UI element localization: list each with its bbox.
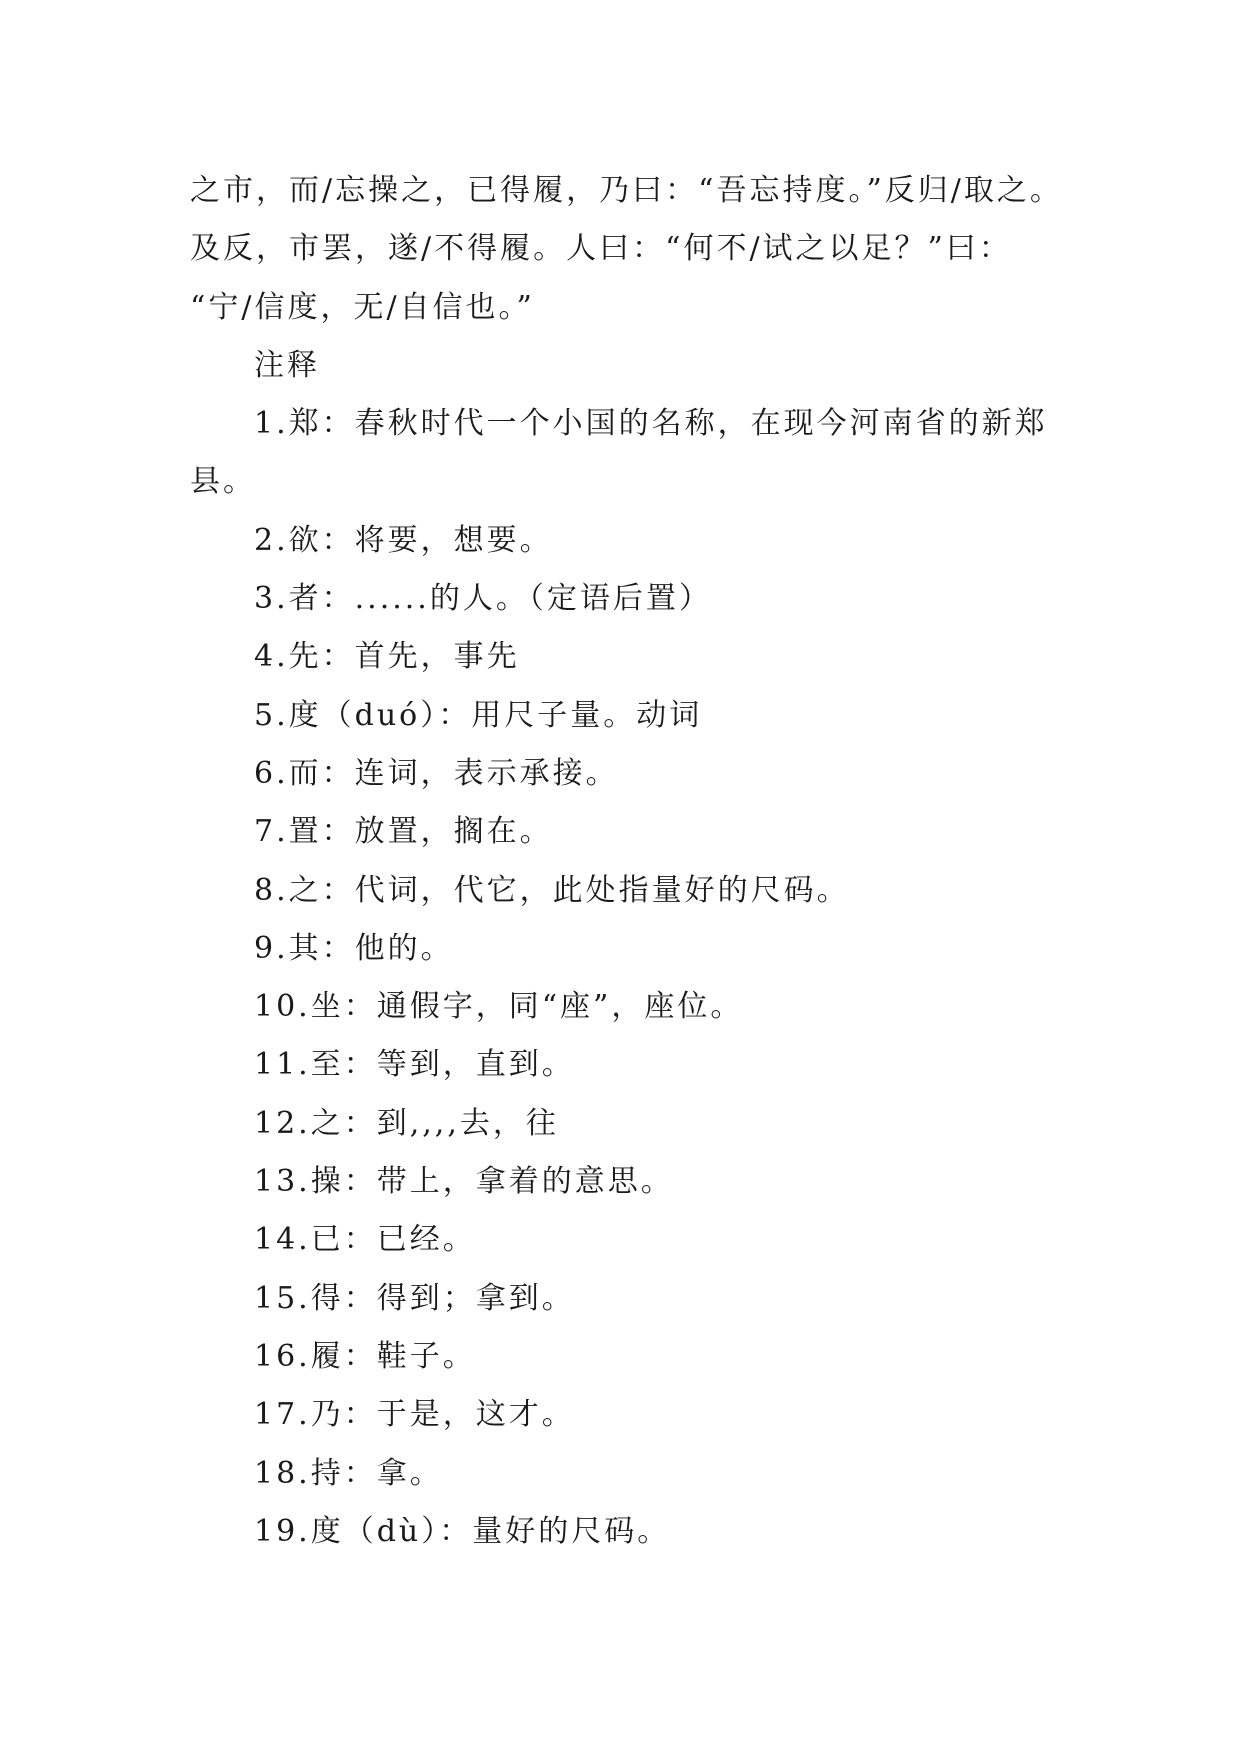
note-item: 7.置：放置，搁在。 [254, 814, 553, 850]
passage-line: 之市，而/忘操之，已得履，乃曰：“吾忘持度。”反归/取之。 [190, 173, 1063, 208]
note-item: 3.者：......的人。（定语后置） [254, 581, 712, 617]
note-item: 14.已：已经。 [254, 1222, 476, 1258]
note-item-continuation: 县。 [190, 464, 256, 500]
note-item: 8.之：代词，代它，此处指量好的尺码。 [254, 872, 850, 908]
note-item: 13.操：带上，拿着的意思。 [254, 1164, 674, 1200]
note-item: 17.乃：于是，这才。 [254, 1397, 575, 1433]
note-item: 10.坐：通假字，同“座”，座位。 [254, 989, 744, 1025]
passage-line: “宁/信度，无/自信也。” [190, 289, 535, 325]
note-item: 9.其：他的。 [254, 930, 454, 966]
note-item: 16.履：鞋子。 [254, 1338, 476, 1374]
note-item: 18.持：拿。 [254, 1455, 443, 1491]
note-item: 15.得：得到；拿到。 [254, 1280, 575, 1316]
note-item: 19.度（dù）：量好的尺码。 [254, 1513, 671, 1549]
note-item: 1.郑：春秋时代一个小国的名称，在现今河南省的新郑 [254, 406, 1048, 442]
passage-line: 及反，市罢，遂/不得履。人曰：“何不/试之以足？”曰： [190, 231, 1012, 267]
note-item: 11.至：等到，直到。 [254, 1047, 575, 1083]
note-item: 6.而：连词，表示承接。 [254, 755, 619, 791]
notes-heading: 注释 [254, 347, 320, 383]
document-body [190, 162, 1070, 1561]
note-item: 12.之：到,,,,去，往 [254, 1105, 559, 1141]
note-item: 2.欲：将要，想要。 [254, 522, 553, 558]
note-item: 5.度（duó）：用尺子量。动词 [254, 697, 703, 733]
note-item: 4.先：首先，事先 [254, 639, 520, 675]
